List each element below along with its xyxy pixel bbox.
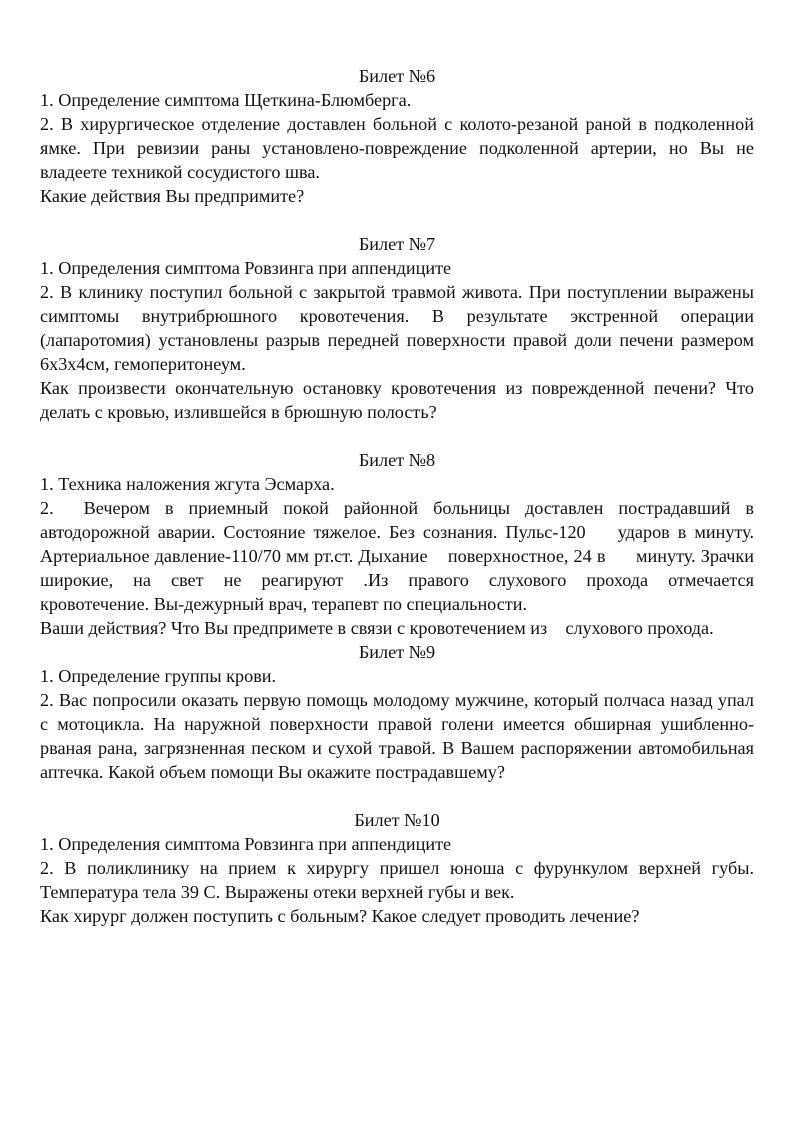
ticket-9	[40, 640, 754, 784]
ticket-title: Билет №9	[358, 642, 436, 662]
ticket-7	[40, 232, 754, 424]
ticket-question-1: 1. Определение группы крови.	[40, 666, 277, 686]
ticket-question-1: 1. Техника наложения жгута Эсмарха.	[40, 474, 335, 494]
ticket-question-2: 2. В хирургическое отделение доставлен больной с колото-резаной раной в подколенной ямке. При ревизии раны установлено-повреждение подколенной артерии, но Вы не владеете техникой сосудистого шва.	[40, 114, 754, 182]
ticket-question-1: 1. Определения симптома Ровзинга при аппендиците	[40, 258, 452, 278]
ticket-question-2: 2. В поликлинику на прием к хирургу пришел юноша с фурункулом верхней губы. Температура тела 39 С. Выражены отеки верхней губы и век.	[40, 858, 754, 902]
ticket-question-3: Как хирург должен поступить с больным? Какое следует проводить лечение?	[40, 906, 640, 926]
spacer	[40, 208, 754, 232]
ticket-8	[40, 448, 800, 640]
ticket-6	[40, 64, 754, 208]
ticket-question-2: 2. В клинику поступил больной с закрытой травмой живота. При поступлении выражены симптомы внутрибрюшного кровотечения. В результате экстренной операции (лапаротомия) установлены разрыв передней поверхности правой доли печени размером 6х3х4см, гемоперитонеум.	[40, 282, 754, 374]
ticket-question-3: Как произвести окончательную остановку кровотечения из поврежденной печени? Что делать с кровью, излившейся в брюшную полость?	[40, 378, 754, 422]
ticket-question-3: Ваши действия? Что Вы предпримете в связи с кровотечением из слухового прохода.	[40, 618, 714, 638]
ticket-question-2: 2. Вечером в приемный покой районной больницы доставлен пострадавший в автодорожной аварии. Состояние тяжелое. Без сознания. Пульс-120 ударов в минуту. Артериальное давление-110/70 мм рт.ст. Дыхание поверхностное, 24 в минуту. Зрачки широкие, на свет не реагируют .Из правого слухового прохода отмечается кровотечение. Вы-дежурный врач, терапевт по специальности.	[40, 498, 800, 614]
ticket-title: Билет №10	[354, 810, 440, 830]
ticket-title: Билет №7	[358, 234, 436, 254]
ticket-question-1: 1. Определение симптома Щеткина-Блюмберга.	[40, 90, 412, 110]
spacer	[40, 784, 754, 808]
ticket-title: Билет №8	[358, 450, 436, 470]
ticket-title: Билет №6	[358, 66, 436, 86]
ticket-10	[40, 808, 754, 928]
ticket-question-1: 1. Определения симптома Ровзинга при аппендиците	[40, 834, 452, 854]
spacer	[40, 424, 754, 448]
ticket-question-2: 2. Вас попросили оказать первую помощь молодому мужчине, который полчаса назад упал с мотоцикла. На наружной поверхности правой голени имеется обширная ушибленно-рваная рана, загрязненная песком и сухой травой. В Вашем распоряжении автомобильная аптечка. Какой объем помощи Вы окажите пострадавшему?	[40, 690, 754, 782]
ticket-question-3: Какие действия Вы предпримите?	[40, 186, 305, 206]
